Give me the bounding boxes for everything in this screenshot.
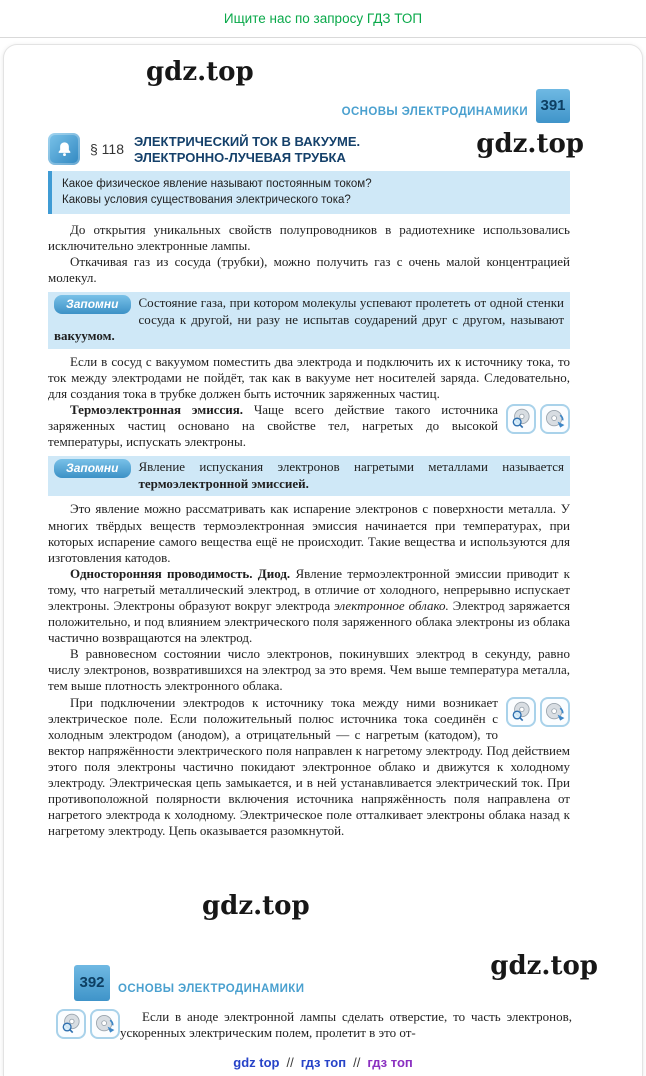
footer-separator: // bbox=[286, 1055, 294, 1070]
watermark: gdz.top bbox=[146, 57, 254, 87]
chapter-title: ОСНОВЫ ЭЛЕКТРОДИНАМИКИ bbox=[118, 983, 305, 995]
paragraph: В равновесном состоянии число электронов, покинувших электрод в секунду, равно числу электронов, возвратившихся на электрод за это время. Чем выше температура металла, тем выше плотность электронного облака. bbox=[48, 646, 570, 694]
watermark: gdz.top bbox=[476, 129, 584, 159]
watermark: gdz.top bbox=[490, 951, 598, 981]
cd-search-icon bbox=[56, 1009, 86, 1039]
paragraph-with-margin-icons bbox=[48, 695, 570, 840]
site-footer bbox=[4, 1055, 642, 1071]
cd-search-icon bbox=[506, 404, 536, 434]
paragraph-term: электронное облако. bbox=[334, 598, 449, 613]
paragraph: Если в аноде электронной лампы сделать отверстие, то часть электронов, ускоренных электрическим полем, пролетит в это от- bbox=[120, 1009, 572, 1041]
remember-box bbox=[48, 292, 570, 349]
cd-supplement-icon-glyph bbox=[93, 1012, 117, 1036]
page-number-badge: 392 bbox=[74, 965, 110, 1001]
page-number-badge: 391 bbox=[536, 89, 570, 123]
paragraph-lead: Односторонняя проводимость. Диод. bbox=[70, 565, 291, 581]
paragraph: Если в сосуд с вакуумом поместить два электрода и подключить их к источнику тока, то ток между электродами не пойдёт, так как в вакууме нет носителей заряда. Следовательно, для создания тока в трубке должен быть источник заряженных частиц. bbox=[48, 353, 570, 402]
remember-term: вакуумом. bbox=[54, 328, 115, 344]
site-promo-text: Ищите нас по запросу ГДЗ ТОП bbox=[223, 10, 423, 26]
recall-question: Какое физическое явление называют постоянным током? bbox=[62, 178, 372, 190]
book-page-card bbox=[3, 44, 643, 1076]
paragraph-text: Электрод заряжается положительно, и под влиянием электрического поля заряженного облака электроны из облака частично возвращаются на электрод. bbox=[48, 598, 571, 646]
paragraph-with-margin-icons bbox=[48, 402, 570, 450]
watermark: gdz.top bbox=[202, 891, 310, 921]
cd-search-icon-glyph bbox=[509, 407, 533, 431]
bell-icon-glyph bbox=[55, 140, 74, 159]
section-title-line2: ЭЛЕКТРОННО-ЛУЧЕВАЯ ТРУБКА bbox=[134, 150, 346, 165]
cd-search-icon-glyph bbox=[509, 700, 533, 724]
cd-supplement-icon bbox=[90, 1009, 120, 1039]
recall-question: Каковы условия существования электрического тока? bbox=[62, 193, 351, 206]
paragraph-number: § 118 bbox=[90, 141, 124, 157]
section-title-line1: ЭЛЕКТРИЧЕСКИЙ ТОК В ВАКУУМЕ. bbox=[134, 134, 361, 149]
footer-link[interactable]: gdz top bbox=[233, 1055, 280, 1070]
bell-icon bbox=[48, 133, 80, 165]
paragraph: Откачивая газ из сосуда (трубки), можно получить газ с очень малой концентрацией молекул. bbox=[48, 254, 570, 286]
remember-badge: Запомни bbox=[54, 459, 131, 478]
paragraph-text: Явление термоэлектронной эмиссии приводит к тому, что нагретый металлический электрод, в отличие от холодного, непрерывно испускает электроны. Электроны образуют вокруг электрода bbox=[48, 565, 570, 613]
remember-box bbox=[48, 456, 570, 496]
footer-link[interactable]: гдз топ bbox=[367, 1055, 413, 1070]
page-392-header bbox=[74, 965, 304, 1001]
footer-link[interactable]: гдз топ bbox=[300, 1055, 347, 1070]
paragraph-lead: Термоэлектронная эмиссия. bbox=[70, 402, 244, 418]
paragraph-text: При подключении электродов к источнику тока между ними возникает электрическое поле. Если положительный полюс источника тока соединён с холодным электродом (анодом), а отрицательный — с нагретым (катодом), то вектор напряжённости электрического поля направлен к нагретому электроду. Под действием этого поля электроны частично покидают электронное облако и движутся к холодному электроду. Электрическая цепь замыкается, и в ней устанавливается электрический ток. При противоположной полярности включения источника напряжённость поля направлена от нагретого электрода к холодному. Электрическое поле отталкивает электроны облака назад к нагретому электроду. Цепь оказывается разомкнутой. bbox=[48, 694, 570, 839]
footer-separator: // bbox=[353, 1055, 361, 1070]
cd-supplement-icon bbox=[540, 404, 570, 434]
margin-icons bbox=[506, 697, 570, 727]
chapter-title: ОСНОВЫ ЭЛЕКТРОДИНАМИКИ bbox=[341, 106, 528, 118]
site-promo-bar bbox=[0, 0, 646, 38]
cd-supplement-icon bbox=[540, 697, 570, 727]
recall-questions-box bbox=[48, 171, 570, 214]
paragraph bbox=[48, 566, 570, 646]
remember-badge: Запомни bbox=[54, 295, 131, 314]
margin-icons bbox=[56, 1009, 120, 1039]
cd-search-icon-glyph bbox=[59, 1012, 83, 1036]
section-title bbox=[134, 133, 360, 166]
cd-search-icon bbox=[506, 697, 536, 727]
margin-icons bbox=[506, 404, 570, 434]
remember-text: Состояние газа, при котором молекулы успевают пролететь от одной стенки сосуда к другой, ни разу не испытав соударений друг с другом, называют bbox=[138, 295, 564, 327]
remember-text: Явление испускания электронов нагретыми металлами называется bbox=[138, 459, 564, 475]
cd-supplement-icon-glyph bbox=[543, 700, 567, 724]
page-391-header bbox=[48, 89, 570, 123]
paragraph: До открытия уникальных свойств полупроводников в радиотехнике использовались исключительно электронные лампы. bbox=[48, 222, 570, 254]
paragraph: Это явление можно рассматривать как испарение электронов с поверхности металла. У многих твёрдых веществ термоэлектронная эмиссия начинается при температурах, при которых испарение самого вещества ещё не происходит. Такие вещества и используются для изготовления катодов. bbox=[48, 501, 570, 565]
cd-supplement-icon-glyph bbox=[543, 407, 567, 431]
paragraph-text: Чаще всего действие такого источника заряженных частиц основано на свойстве тел, нагретых до высокой температуры, испускать электроны. bbox=[48, 402, 498, 450]
remember-term: термоэлектронной эмиссией. bbox=[138, 475, 309, 491]
